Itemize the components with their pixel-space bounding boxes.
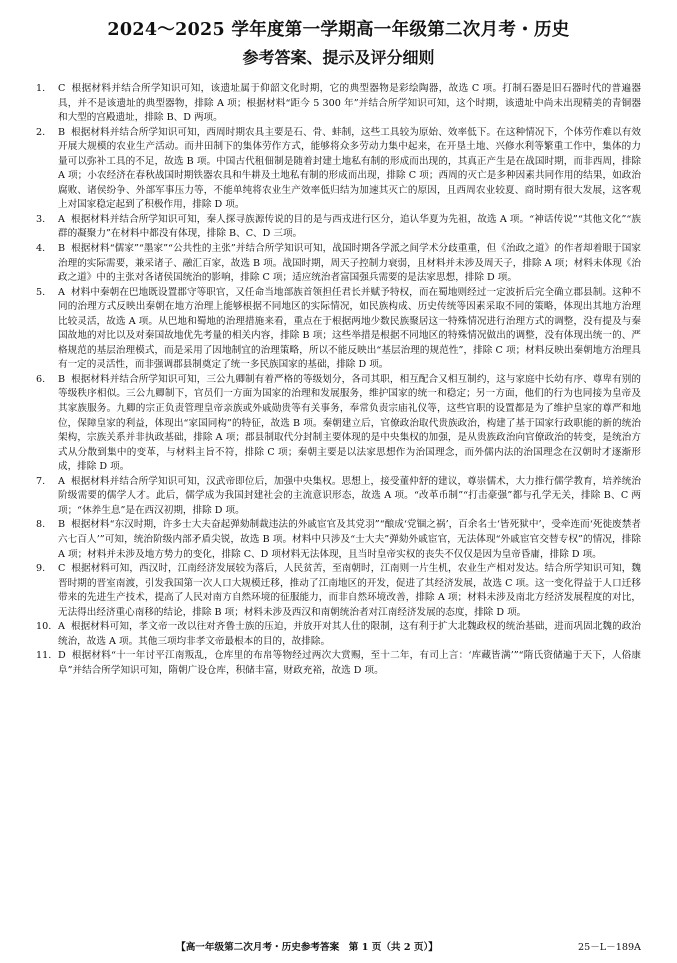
answer-number: 8. [36,519,46,531]
answer-item-9 [36,562,641,620]
answer-number: 4. [36,243,46,255]
answer-number: 2. [36,126,46,138]
answer-item-11 [36,649,641,678]
answer-explanation: 根据材料并结合所学知识可知，三公九卿制有着严格的等级划分，各司其职，相互配合又相互制约，这与家庭中长幼有序、尊卑有别的等级秩序相似。三公九卿制下，官员们一方面为国家的治理和发展服务，维护国家的统一和稳定；另一方面，他们的行为也同接为皇帝及其家族服务。九卿的宗正负责管理皇帝亲族或外戚勋贵等有关事务，奉常负责宗庙礼仪等，这些官职的设置都是为了维护皇家的尊严和地位，保障皇家的利益，体现出“家国同构”的特征，故选 B 项。秦朝建立后，官僚政治取代贵族政治，构建了基于国家行政职能的新的统治架构，宗族关系并非执政基础，排除 A 项；郡县制取代分封制主要体现的是中央集权的加强，是从贵族政治向官僚政治的转变，是统治方式从分散到集中的变革，与材料主旨不符，排除 C 项；秦朝主要是以法家思想作为治国理念，而外儒内法的治国理念在汉朝时才逐渐形成，排除 D 项。 [58,373,641,473]
answer-number: 10. [36,621,52,633]
answer-number: 6. [36,373,46,385]
page-subtitle: 参考答案、提示及评分细则 [242,48,435,67]
answer-list [36,82,641,678]
answer-item-1 [36,82,641,126]
answer-item-10 [36,620,641,649]
answer-choice: B [58,243,66,255]
answer-choice: A [58,621,65,633]
answer-explanation: 根据材料并结合所学知识可知，秦人探寻族源传说的目的是与西戎进行区分，追认华夏为先祖，故选 A 项。“神话传说”“其他文化”“族群的凝聚力”在材料中都没有体现，排除 B、C、D 三项。 [58,213,641,240]
footer-code: 25－L－189A [577,942,641,953]
answer-explanation: 根据材料“东汉时期，许多士大夫奋起弹劾制裁违法的外戚宦官及其党羽”“酿成‘党锢之祸’，百余名士‘皆死狱中’，受牵连而‘死徙废禁者六七百人’”可知，统治阶级内部矛盾尖锐，故选 B 项。材料中只涉及“士大夫”弹劾外戚宦官，无法体现“外戚宦官交替专权”的情况，排除 A 项；材料并未涉及地方势力的变化，排除 C、D 项材料无法体现，且当时皇帝实权的丧失不仅仅是因为皇帝昏庸，排除 D 项。 [58,519,641,560]
answer-choice: C [58,83,66,94]
answer-item-5 [36,286,641,373]
footer-page-info: 【高一年级第二次月考・历史参考答案 第 1 页（共 2 页）】 [176,942,438,953]
answer-choice: B [58,126,66,138]
answer-explanation: 根据材料并结合所学知识可知，该遗址属于仰韶文化时期，它的典型器物是彩绘陶器，故选 C 项。打制石器是旧石器时代的普遍器具，并不是该遗址的典型器物，排除 A 项；根据材料“距今 5 300 年”并结合所学知识可知，这个时期，该遗址中尚未出现精美的青铜器和大型的宫殿遗址，排除 B、D 两项。 [58,83,641,124]
page-footer [36,939,641,953]
answer-explanation: 材料中秦朝在巴地既设置郡守等职官，又任命当地部族首领担任君长并赋予特权，而在蜀地则经过一定波折后完全确立郡县制。这种不同的治理方式反映出秦朝在地方治理上能够根据不同地区的实际情况，如民族构成、历史传统等因素采取不同的策略，体现出其地方治理比较灵活，故选 A 项。从巴地和蜀地的治理措施来看，重点在于根据两地少数民族聚居这一特殊情况进行治理方式的调整，没有提及与秦国故地的对比以及对秦国故地优先考量的相关内容，排除 B 项；这些举措是根据不同地区的特殊情况做出的调整，没有体现出统一的、严格规范的基层治理模式，而是采用了因地制宜的治理策略，所以不能反映出“基层治理的规范性”，排除 C 项；材料反映出秦朝地方治理具有一定的灵活性，而非强调郡县制奠定了统一多民族国家的基础，排除 D 项。 [58,286,641,371]
answer-explanation: 根据材料可知，孝文帝一改以往对齐鲁士族的压迫，并放开对其人仕的限制，这有利于扩大北魏政权的统治基础，进而巩固北魏的政治统治，故选 A 项。其他三项均非孝文帝最根本的目的，故排除。 [58,621,641,647]
answer-choice: A [58,286,65,298]
answer-item-6 [36,373,641,475]
answer-item-4 [36,242,641,286]
answer-explanation: 根据材料并结合所学知识可知，西周时期农具主要是石、骨、蚌制，这些工具较为原始、效率低下。在这种情况下，个体劳作难以有效开展大规模的农业生产活动。而井田制下的集体劳作方式，能够将众多劳动力集中起来，在开垦土地、兴修水利等繁重工作中，集体的力量可以弥补工具的不足，故选 B 项。中国古代租佃制是随着封建土地私有制的形成而出现的，其真正产生是在战国时期，而非西周，排除 A 项；小农经济在春秋战国时期铁器农具和牛耕及土地私有制的形成而出现，排除 C 项；西周的灭亡是多种因素共同作用的结果，如政治腐败、诸侯纷争、外部军事压力等，不能单纯将农业生产效率低归结为加速其灭亡的原因，且西周农业较夏、商时期有很大发展，这客观上对国家稳定起到了积极作用，排除 D 项。 [58,126,641,211]
answer-item-7 [36,475,641,519]
answer-number: 1. [36,83,46,94]
answer-item-2 [36,126,641,213]
answer-number: 7. [36,475,46,487]
answer-explanation: 根据材料“儒家”“墨家”“公共性的主张”并结合所学知识可知，战国时期各学派之间学术分歧重重，但《治政之道》的作者却着眼于国家治理的实际需要，兼采诸子、融汇百家，故选 B 项。战国时期，周天子控制力衰弱，且材料并未涉及周天子，排除 A 项；材料未体现《治政之道》中的主张对各诸侯国统治的影响，排除 C 项；适应统治者富国强兵需要的是法家思想，排除 D 项。 [58,243,641,284]
answer-item-3 [36,213,641,242]
answer-choice: B [58,519,66,531]
answer-choice: D [58,650,66,662]
answer-number: 5. [36,286,46,298]
answer-number: 3. [36,213,46,225]
answer-number: 9. [36,563,46,575]
answer-choice: B [58,373,66,385]
answer-item-8 [36,518,641,562]
page-title: 2024～2025 学年度第一学期高一年级第二次月考・历史 [107,20,570,40]
answer-explanation: 根据材料可知，西汉时，江南经济发展较为落后，人民贫苦，至南朝时，江南则一片生机，农业生产相对发达。结合所学知识可知，魏晋时期的晋室南渡，引发我国第一次人口大规模迁移，推动了江南地区的开发，促进了其经济发展，故选 C 项。这一变化得益于人口迁移带来的先进生产技术，提高了人民对南方自然环境的征服能力，而非自然环境改善，排除 A 项；材料未涉及南北方经济发展程度的对比，无法得出经济重心南移的结论，排除 B 项；材料未涉及西汉和南朝统治者对江南经济发展的态度，排除 D 项。 [58,563,641,618]
answer-choice: A [58,475,65,487]
answer-choice: A [58,213,65,225]
answer-choice: C [58,563,66,575]
answer-explanation: 根据材料并结合所学知识可知，汉武帝即位后，加强中央集权。思想上，接受董仲舒的建议，尊崇儒术，大力推行儒学教育，培养统治阶级需要的儒学人才。此后，儒学成为我国封建社会的主流意识形态，故选 A 项。“改革币制”“打击豪强”都与孔学无关，排除 B、C 两项；“休养生息”是在西汉初期，排除 D 项。 [58,475,641,516]
answer-number: 11. [36,650,52,662]
answer-explanation: 根据材料“十一年讨平江南叛乱，仓库里的布帛等物经过两次大赏赐，至十二年，有司上言：‘库藏皆满’”“隋氏资储遍于天下，人俗康阜”并结合所学知识可知，隋朝广设仓库，积储丰富，财政充裕，故选 D 项。 [58,650,641,676]
